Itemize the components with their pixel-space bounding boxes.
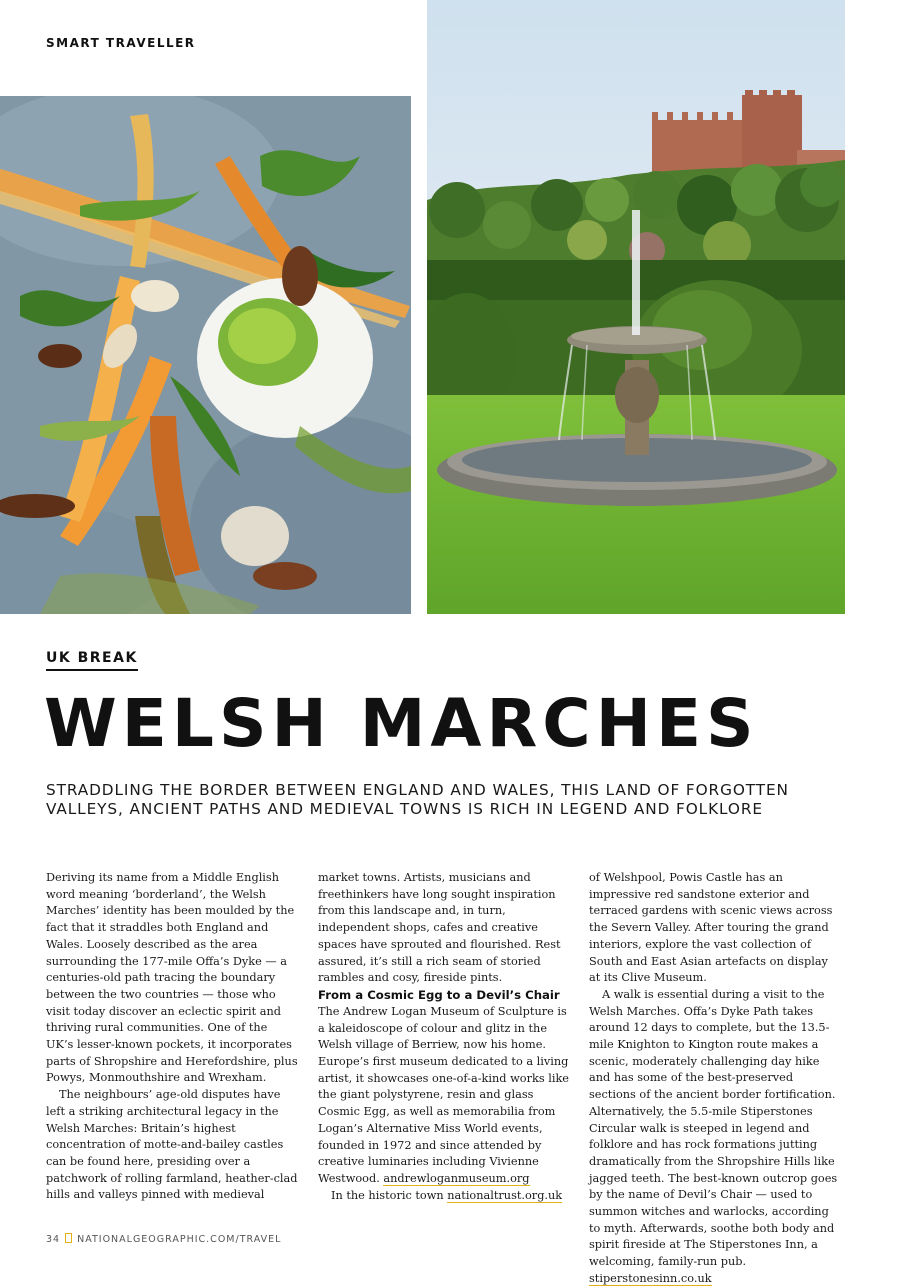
- body-paragraph: [318, 870, 570, 987]
- footer-url[interactable]: NATIONALGEOGRAPHIC.COM/TRAVEL: [77, 1234, 282, 1245]
- body-paragraph: [318, 1004, 570, 1188]
- body-column-1: [46, 870, 298, 1204]
- section-label: SMART TRAVELLER: [46, 36, 196, 50]
- powis-castle-photo: [427, 0, 845, 614]
- page-footer: [46, 1233, 281, 1245]
- page-title: WELSH MARCHES: [44, 685, 759, 762]
- body-column-3: [589, 870, 841, 1288]
- body-paragraph: [589, 987, 841, 1288]
- body-paragraph: The neighbours’ age-old disputes have left a striking architectural legacy in the Welsh Marches: Britain’s highest concentration of motte-and-bailey castles can be found here, presiding over a patchwork of rolling farmland, heather-clad hills and valleys pinned with medieval: [46, 1088, 298, 1202]
- body-text: A walk is essential during a visit to the Welsh Marches. Offa’s Dyke Path takes around 12 days to complete, but the 13.5-mile Knighton to Kington route makes a scenic, moderately challenging day hike and has some of the best-preserved sections of the ancient border fortification. Alternatively, the 5.5-mile Stiperstones Circular walk is steeped in legend and folklore and has rock formations jutting dramatically from the Shropshire Hills like jagged teeth. The best-known outcrop goes by the name of Devil’s Chair — used to summon witches and warlocks, according to myth. Afterwards, soothe both body and spirit fireside at The Stiperstones Inn, a welcoming, family-run pub.: [589, 987, 838, 1269]
- body-text: In the historic town: [331, 1188, 444, 1202]
- section-kicker: UK BREAK: [46, 650, 138, 671]
- subheading: From a Cosmic Egg to a Devil’s Chair: [318, 987, 560, 1002]
- body-text: market towns. Artists, musicians and freethinkers have long sought inspiration from this landscape and, in turn, independent shops, cafes and creative spaces have sprouted and flourished. Rest assured, it’s still a rich seam of storied rambles and cosy, fireside pints.: [318, 871, 561, 985]
- national-trust-link[interactable]: nationaltrust.org.uk: [447, 1188, 563, 1202]
- museum-link[interactable]: andrewloganmuseum.org: [383, 1171, 530, 1185]
- inn-link[interactable]: stiperstonesinn.co.uk: [589, 1271, 712, 1285]
- standfirst: STRADDLING THE BORDER BETWEEN ENGLAND AND WALES, THIS LAND OF FORGOTTEN VALLEYS, ANCIENT PATHS AND MEDIEVAL TOWNS IS RICH IN LEGEND AND FOLKLORE: [46, 781, 789, 818]
- body-paragraph: Deriving its name from a Middle English word meaning ‘borderland’, the Welsh Marches’ identity has been moulded by the fact that it straddles both England and Wales. Loosely described as the area surrounding the 177-mile Offa’s Dyke — a centuries-old path tracing the boundary between the two countries — those who visit today discover an eclectic spirit and thriving rural communities. One of the UK’s lesser-known pockets, it incorporates parts of Shropshire and Herefordshire, plus Powys, Monmouthshire and Wrexham.: [46, 871, 298, 1085]
- body-column-2: [318, 870, 570, 1204]
- body-text: The Andrew Logan Museum of Sculpture is a kaleidoscope of colour and glitz in the Welsh village of Berriew, now his home. Europe’s first museum dedicated to a living artist, it showcases one-of-a-kind works like the giant polystyrene, resin and glass Cosmic Egg, as well as memorabilia from Logan’s Alternative Miss World events, founded in 1972 and since attended by creative luminaries including Vivienne Westwood.: [318, 1004, 569, 1185]
- body-text: of Welshpool, Powis Castle has an impressive red sandstone exterior and terraced gardens with scenic views across the Severn Valley. After touring the grand interiors, explore the vast collection of South and East Asian artefacts on display at its Clive Museum.: [589, 871, 833, 985]
- food-photo: [0, 96, 411, 614]
- body-paragraph: [318, 1188, 570, 1205]
- page-number: 34: [46, 1234, 61, 1245]
- body-paragraph: [589, 870, 841, 987]
- yellow-border-icon: [65, 1233, 72, 1243]
